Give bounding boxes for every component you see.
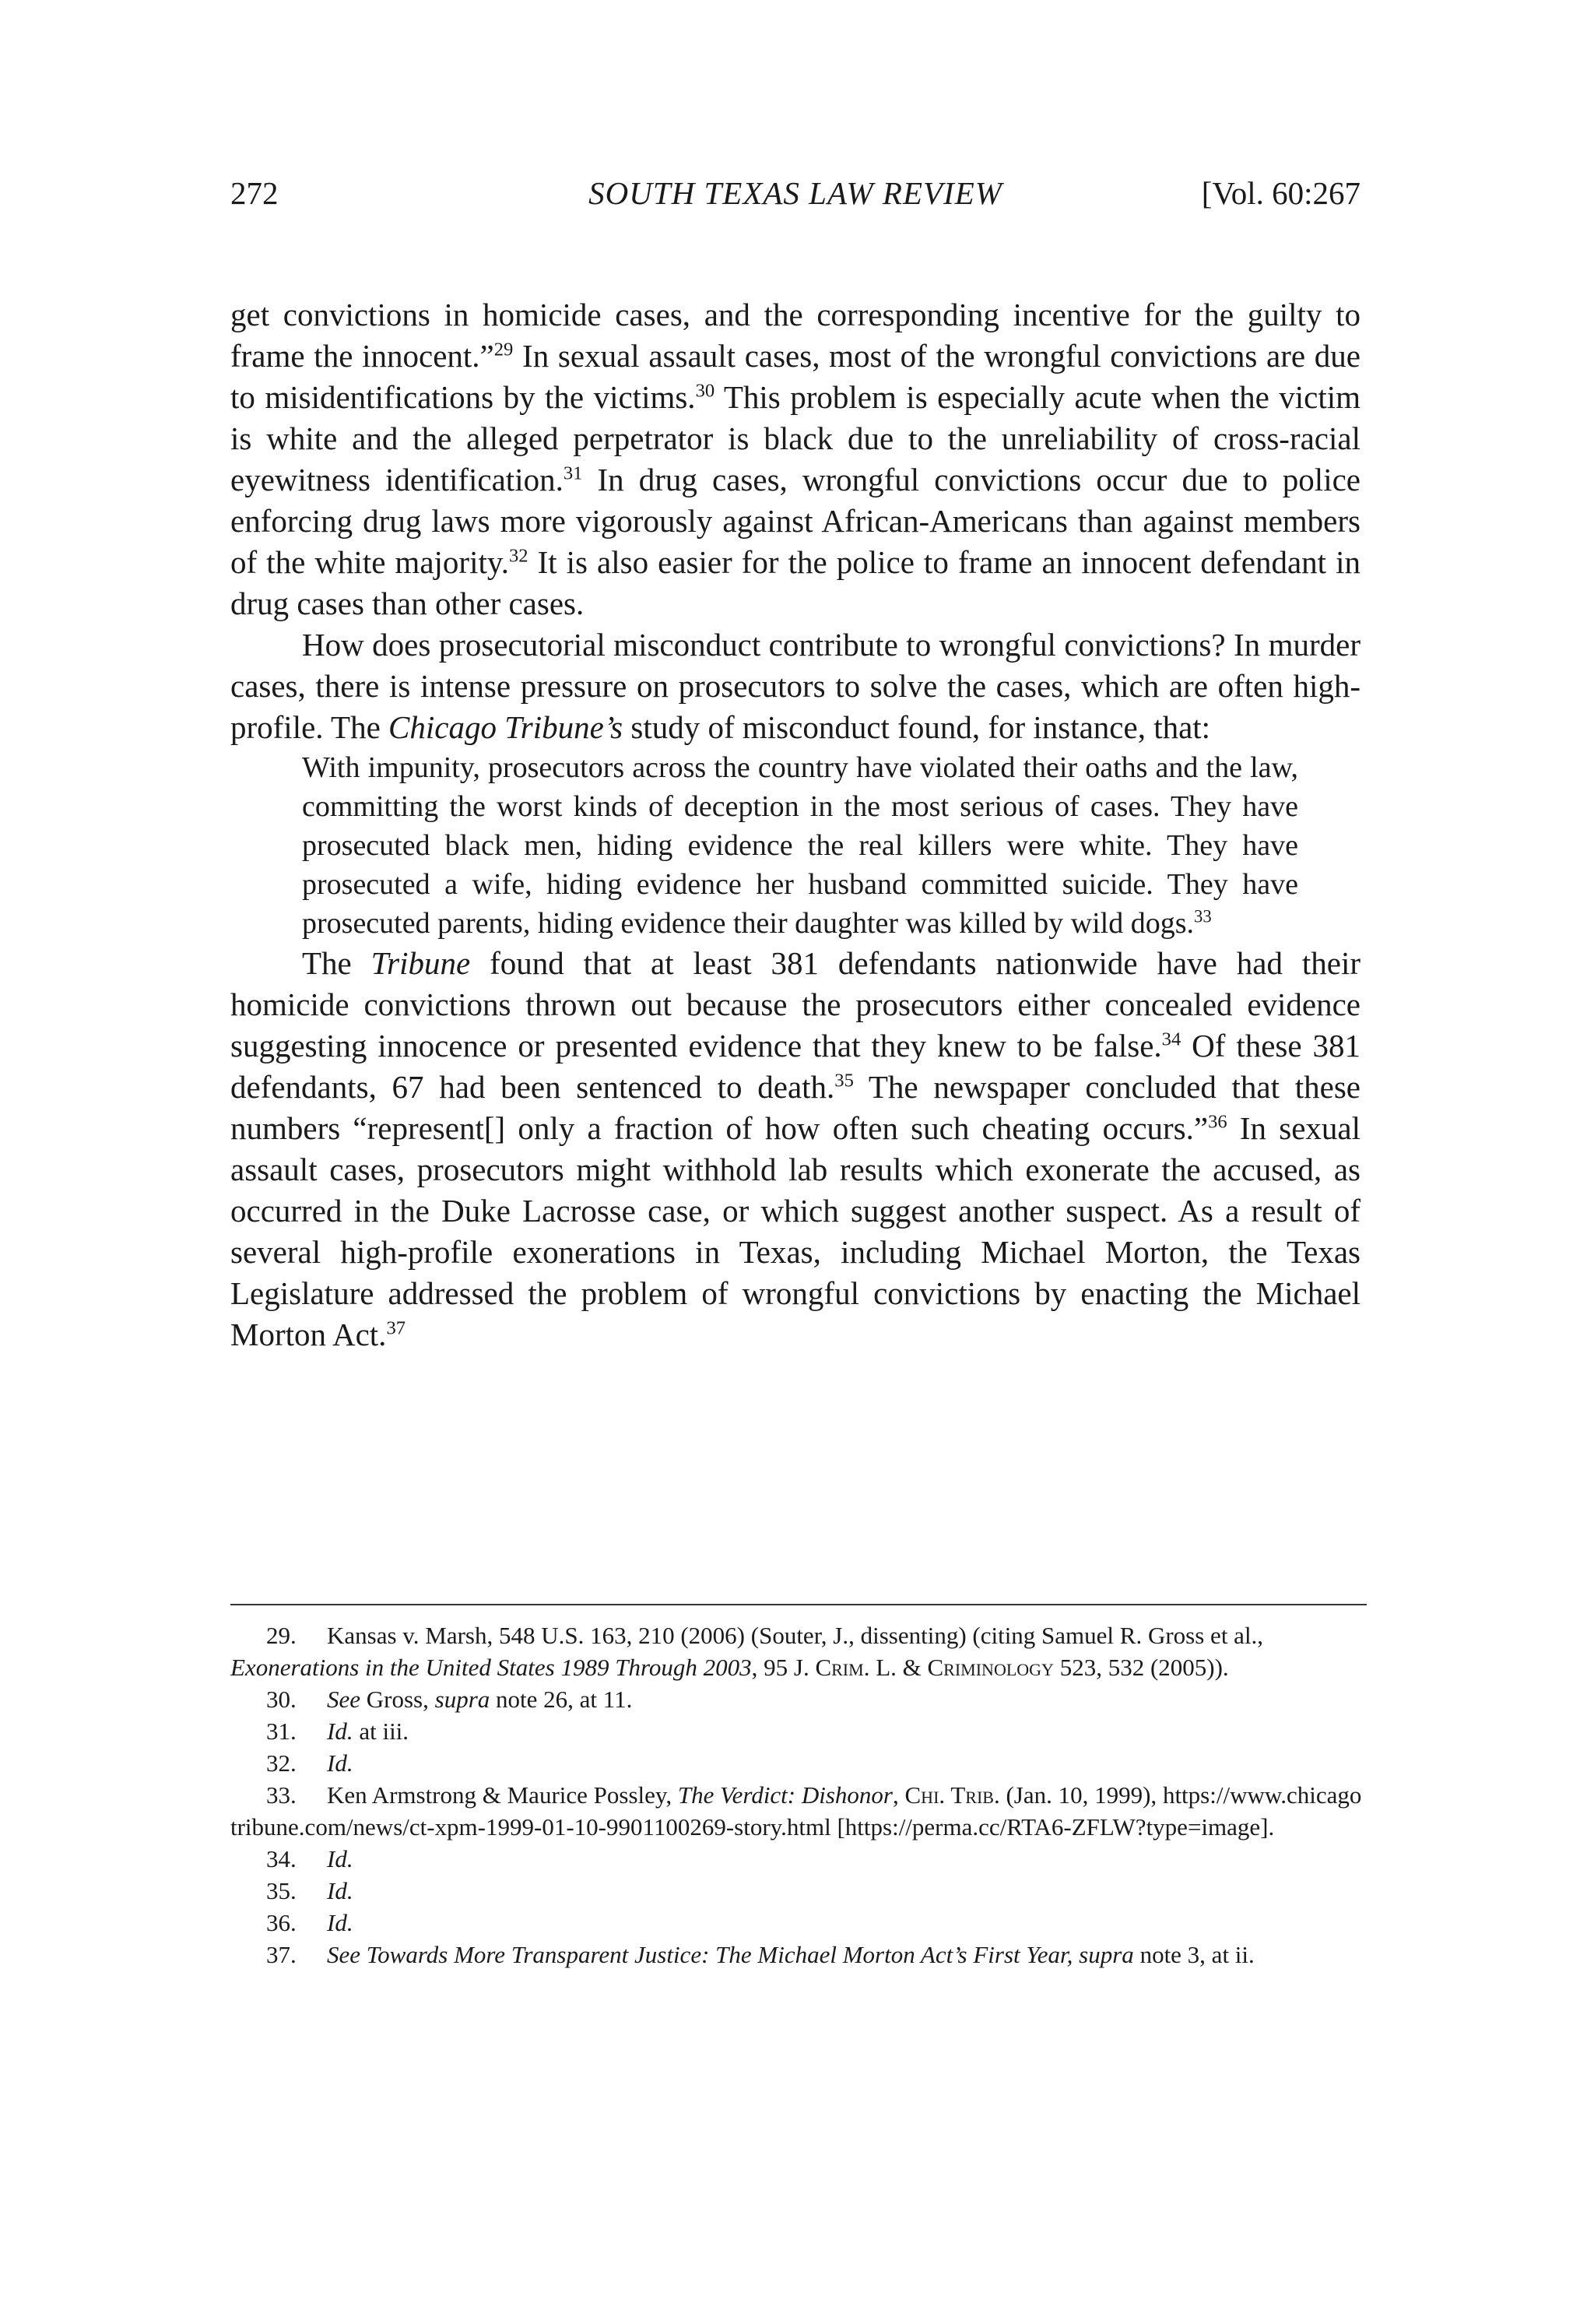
- italic-text: See Towards More Transparent Justice: The Michael Morton Act’s First Year, supra: [327, 1941, 1134, 1968]
- footnote-29: [230, 1619, 1367, 1683]
- footnote-ref-37: 37: [386, 1317, 406, 1339]
- footnote-text: (Jan. 10, 1999),: [999, 1781, 1157, 1809]
- text-run: In drug cases, wrongful convictions occur due to police enforcing drug laws more vigorously against African-Americans than against members of the white majority.: [230, 462, 1361, 580]
- footnote-number: 36.: [266, 1909, 297, 1936]
- page-number: 272: [230, 175, 279, 211]
- footnote-ref-33: 33: [1194, 906, 1212, 926]
- volume-citation: [Vol. 60:267: [1201, 175, 1361, 211]
- footnote-ref-35: 35: [834, 1070, 854, 1092]
- page-header: [230, 174, 1361, 221]
- paragraph-2: [230, 624, 1361, 748]
- footnote-text: ,: [893, 1781, 905, 1809]
- footnote-number: 30.: [266, 1686, 297, 1713]
- italic-text: Tribune: [370, 945, 471, 981]
- footnote-text: Kansas v. Marsh, 548 U.S. 163, 210 (2006) (Souter, J., dissenting) (citing Samuel R. Gross et al.,: [327, 1622, 1264, 1649]
- text-run: study of misconduct found, for instance, that:: [623, 709, 1211, 745]
- italic-text: Id.: [327, 1749, 353, 1777]
- footnote-divider: [230, 1604, 1367, 1605]
- text-run: The: [302, 945, 371, 981]
- text-run: This problem is especially acute when the victim is white and the alleged perpetrator is black due to the unreliability of cross-racial eyewitness identification.: [230, 379, 1361, 497]
- footnote-text: note 26, at 11.: [490, 1686, 633, 1713]
- footnote-perma-link[interactable]: [https://perma.cc/RTA6-ZFLW?type=image].: [837, 1813, 1275, 1841]
- footnote-ref-29: 29: [493, 339, 514, 360]
- footnote-number: 32.: [266, 1749, 297, 1777]
- small-caps-text: Crim. L. & Criminology: [815, 1654, 1054, 1681]
- footnote-text: , 95 J.: [751, 1654, 816, 1681]
- footnote-number: 33.: [266, 1781, 297, 1809]
- italic-text: Id.: [327, 1877, 353, 1904]
- italic-text: See: [327, 1686, 361, 1713]
- footnote-31: [230, 1715, 1367, 1747]
- quote-text: With impunity, prosecutors across the country have violated their oaths and the law, committing the worst kinds of deception in the most serious of cases. They have prosecuted black men, hiding evidence the real killers were white. They have prosecuted a wife, hiding evidence her husband committed suicide. They have prosecuted parents, hiding evidence their daughter was killed by wild dogs.: [302, 751, 1298, 940]
- italic-text: supra: [434, 1686, 490, 1713]
- footnote-33: [230, 1779, 1367, 1843]
- footnote-37: [230, 1939, 1367, 1971]
- footnote-ref-34: 34: [1161, 1028, 1181, 1050]
- footnote-34: [230, 1843, 1367, 1875]
- text-run: The newspaper concluded that these numbers “represent[] only a fraction of how often such cheating occurs.”: [230, 1069, 1361, 1146]
- footnote-number: 31.: [266, 1718, 297, 1745]
- block-quote: [302, 748, 1298, 943]
- italic-text: Id.: [327, 1718, 353, 1745]
- footnote-text: note 3, at ii.: [1133, 1941, 1255, 1968]
- text-run: How does prosecutorial misconduct contribute to wrongful convictions? In murder cases, there is intense pressure on prosecutors to solve the cases, which are often high-profile. The: [230, 627, 1361, 745]
- footnote-36: [230, 1907, 1367, 1939]
- italic-text: Id.: [327, 1909, 353, 1936]
- paragraph-1: [230, 294, 1361, 624]
- footnote-text: Ken Armstrong & Maurice Possley,: [327, 1781, 678, 1809]
- footnote-number: 37.: [266, 1941, 297, 1968]
- footnote-ref-36: 36: [1208, 1111, 1227, 1133]
- footnote-ref-31: 31: [563, 462, 583, 484]
- journal-title: SOUTH TEXAS LAW REVIEW: [588, 175, 1002, 211]
- italic-text: The Verdict: Dishonor: [677, 1781, 893, 1809]
- main-text: [230, 294, 1361, 1355]
- footnote-30: [230, 1683, 1367, 1715]
- footnote-url-link[interactable]: https://www.chicagotribune.com/news/ct-xpm-1999-01-10-9901100269-story.html: [230, 1781, 1362, 1841]
- footnote-text: at iii.: [353, 1718, 409, 1745]
- footnote-ref-30: 30: [695, 380, 715, 402]
- italic-text: Exonerations in the United States 1989 Through 2003: [230, 1654, 752, 1681]
- footnote-32: [230, 1747, 1367, 1779]
- text-run: It is also easier for the police to frame an innocent defendant in drug cases than other cases.: [230, 544, 1361, 621]
- text-run: Of these 381 defendants, 67 had been sentenced to death.: [230, 1028, 1361, 1105]
- paragraph-3: [230, 943, 1361, 1355]
- text-run: In sexual assault cases, most of the wrongful convictions are due to misidentifications by the victims.: [230, 338, 1361, 415]
- footnote-number: 29.: [266, 1622, 297, 1649]
- footnote-number: 34.: [266, 1845, 297, 1872]
- footnote-ref-32: 32: [508, 545, 528, 567]
- footnote-number: 35.: [266, 1877, 297, 1904]
- footnote-text: Gross,: [360, 1686, 435, 1713]
- footnote-35: [230, 1875, 1367, 1907]
- text-run: found that at least 381 defendants nationwide have had their homicide convictions thrown out because the prosecutors either concealed evidence suggesting innocence or presented evidence that they knew to be false.: [230, 945, 1361, 1064]
- italic-text: Id.: [327, 1845, 353, 1872]
- footnotes: [230, 1619, 1367, 1971]
- text-run: get convictions in homicide cases, and the corresponding incentive for the guilty to frame the innocent.”: [230, 297, 1361, 374]
- italic-text: Chicago Tribune’s: [388, 709, 623, 745]
- footnote-text: 523, 532 (2005)).: [1053, 1654, 1229, 1681]
- small-caps-text: Chi. Trib.: [904, 1781, 1000, 1809]
- text-run: In sexual assault cases, prosecutors might withhold lab results which exonerate the accused, as occurred in the Duke Lacrosse case, or which suggest another suspect. As a result of several high-profile exonerations in Texas, including Michael Morton, the Texas Legislature addressed the problem of wrongful convictions by enacting the Michael Morton Act.: [230, 1110, 1361, 1352]
